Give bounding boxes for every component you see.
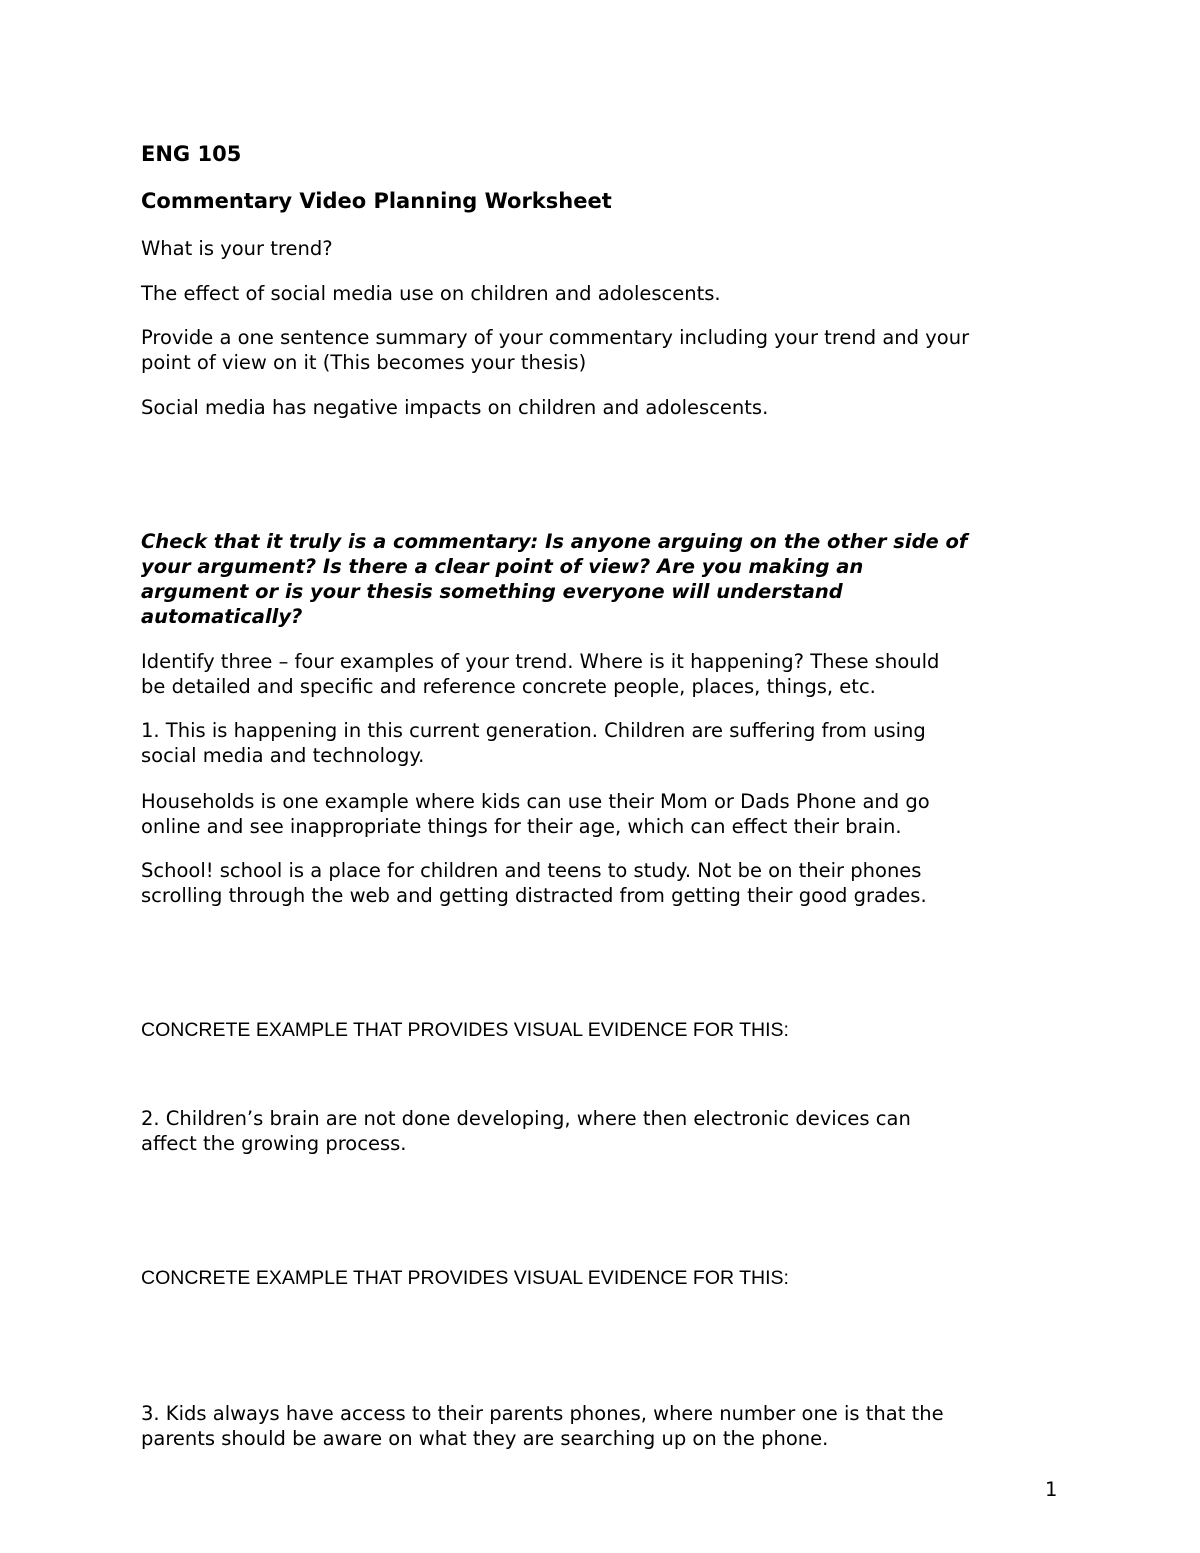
summary-prompt-line-1: Provide a one sentence summary of your commentary including your trend and your bbox=[141, 326, 970, 349]
check-note-line-1: Check that it truly is a commentary: Is anyone arguing on the other side of bbox=[141, 530, 968, 553]
examples-prompt-line-1: Identify three – four examples of your trend. Where is it happening? These should bbox=[141, 650, 940, 673]
summary-answer: Social media has negative impacts on children and adolescents. bbox=[141, 396, 769, 419]
example-3-line-2: parents should be aware on what they are searching up on the phone. bbox=[141, 1427, 829, 1450]
example-1-households-line-2: online and see inappropriate things for their age, which can effect their brain. bbox=[141, 815, 902, 838]
example-1-households-line-1: Households is one example where kids can use their Mom or Dads Phone and go bbox=[141, 790, 930, 813]
example-1-school-line-2: scrolling through the web and getting distracted from getting their good grades. bbox=[141, 884, 927, 907]
trend-question: What is your trend? bbox=[141, 237, 333, 260]
trend-answer: The effect of social media use on children and adolescents. bbox=[141, 282, 721, 305]
concrete-example-heading-2: CONCRETE EXAMPLE THAT PROVIDES VISUAL EVIDENCE FOR THIS: bbox=[141, 1267, 789, 1289]
example-2-line-2: affect the growing process. bbox=[141, 1132, 407, 1155]
check-note-line-4: automatically? bbox=[141, 605, 303, 628]
course-code: ENG 105 bbox=[141, 142, 242, 166]
example-3-line-1: 3. Kids always have access to their parents phones, where number one is that the bbox=[141, 1402, 944, 1425]
page-title: Commentary Video Planning Worksheet bbox=[141, 189, 612, 213]
example-1-school-line-1: School! school is a place for children and teens to study. Not be on their phones bbox=[141, 859, 922, 882]
example-1-line-1: 1. This is happening in this current generation. Children are suffering from using bbox=[141, 719, 926, 742]
concrete-example-heading-1: CONCRETE EXAMPLE THAT PROVIDES VISUAL EVIDENCE FOR THIS: bbox=[141, 1019, 789, 1041]
check-note-line-2: your argument? Is there a clear point of view? Are you making an bbox=[141, 555, 864, 578]
check-note-line-3: argument or is your thesis something everyone will understand bbox=[141, 580, 843, 603]
example-2-line-1: 2. Children’s brain are not done developing, where then electronic devices can bbox=[141, 1107, 911, 1130]
summary-prompt-line-2: point of view on it (This becomes your thesis) bbox=[141, 351, 587, 374]
example-1-line-2: social media and technology. bbox=[141, 744, 425, 767]
page-number: 1 bbox=[1045, 1478, 1058, 1501]
examples-prompt-line-2: be detailed and specific and reference concrete people, places, things, etc. bbox=[141, 675, 876, 698]
